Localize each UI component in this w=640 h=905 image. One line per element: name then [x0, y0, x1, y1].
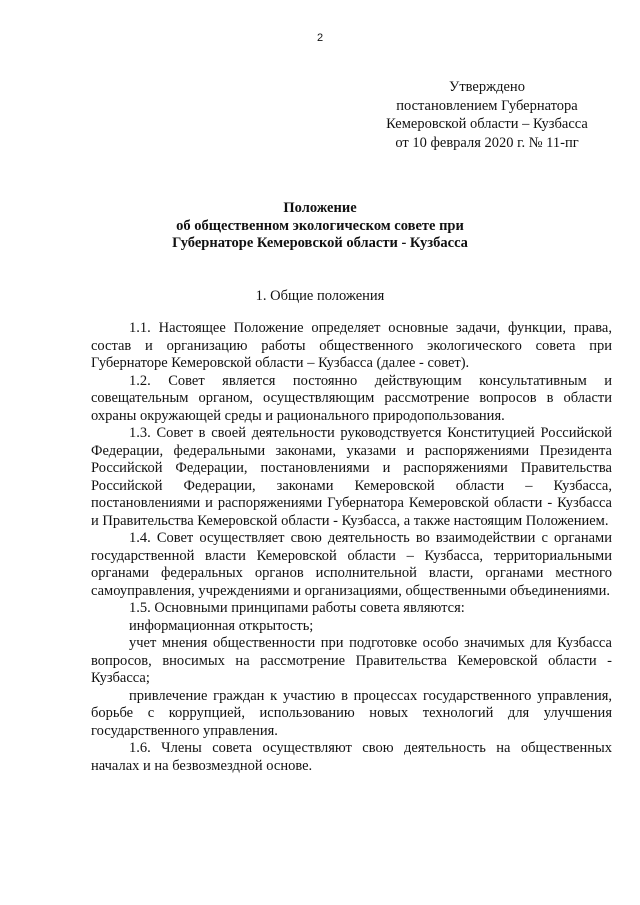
paragraph: учет мнения общественности при подготовке особо значимых для Кузбасса вопросов, вносимых на рассмотрение Правительства Кемеровской области - Кузбасса; — [91, 635, 612, 686]
section-heading: 1. Общие положения — [255, 288, 385, 304]
paragraph: 1.4. Совет осуществляет свою деятельность во взаимодействии с органами государственной власти Кемеровской области – Кузбасса, территориальными органами федеральных органов исполнительной власти, органами местного самоуправления, учреждениями и организациями, общественными объединениями. — [91, 530, 612, 599]
paragraph: 1.5. Основными принципами работы совета являются: — [129, 600, 465, 616]
section-body — [91, 320, 612, 775]
title-line: Положение — [283, 200, 357, 216]
title-line: Губернаторе Кемеровской области - Кузбасса — [172, 235, 468, 251]
paragraph: привлечение граждан к участию в процессах государственного управления, борьбе с коррупцией, использованию новых технологий для улучшения государственного управления. — [91, 687, 612, 739]
paragraph: 1.3. Совет в своей деятельности руководствуется Конституцией Российской Федерации, федеральными законами, указами и распоряжениями Президента Российской Федерации, постановлениями и распоряжениями Правительства Российской Федерации, законами Кемеровской области – Кузбасса, постановлениями и распоряжениями Губернатора Кемеровской области - Кузбасса и Правительства Кемеровской области - Кузбасса, а также настоящим Положением. — [91, 425, 612, 529]
title-line: об общественном экологическом совете при — [176, 217, 464, 234]
paragraph: информационная открытость; — [129, 617, 314, 634]
document-title — [0, 200, 640, 253]
paragraph: 1.6. Члены совета осуществляют свою деятельность на общественных началах и на безвозмездной основе. — [91, 740, 612, 774]
approval-line: от 10 февраля 2020 г. № 11-пг — [395, 134, 579, 151]
approval-block — [382, 78, 592, 152]
approval-line: постановлением Губернатора — [396, 97, 578, 114]
paragraph: 1.1. Настоящее Положение определяет основные задачи, функции, права, состав и организацию работы общественного экологического совета при Губернаторе Кемеровской области – Кузбасса (далее - совет). — [91, 320, 612, 371]
approval-line: Кемеровской области – Кузбасса — [386, 116, 588, 132]
approval-line: Утверждено — [449, 79, 525, 95]
page-number: 2 — [316, 32, 324, 44]
paragraph: 1.2. Совет является постоянно действующим консультативным и совещательным органом, осуществляющим рассмотрение вопросов в области охраны окружающей среды и рационального природопользования. — [91, 372, 612, 424]
